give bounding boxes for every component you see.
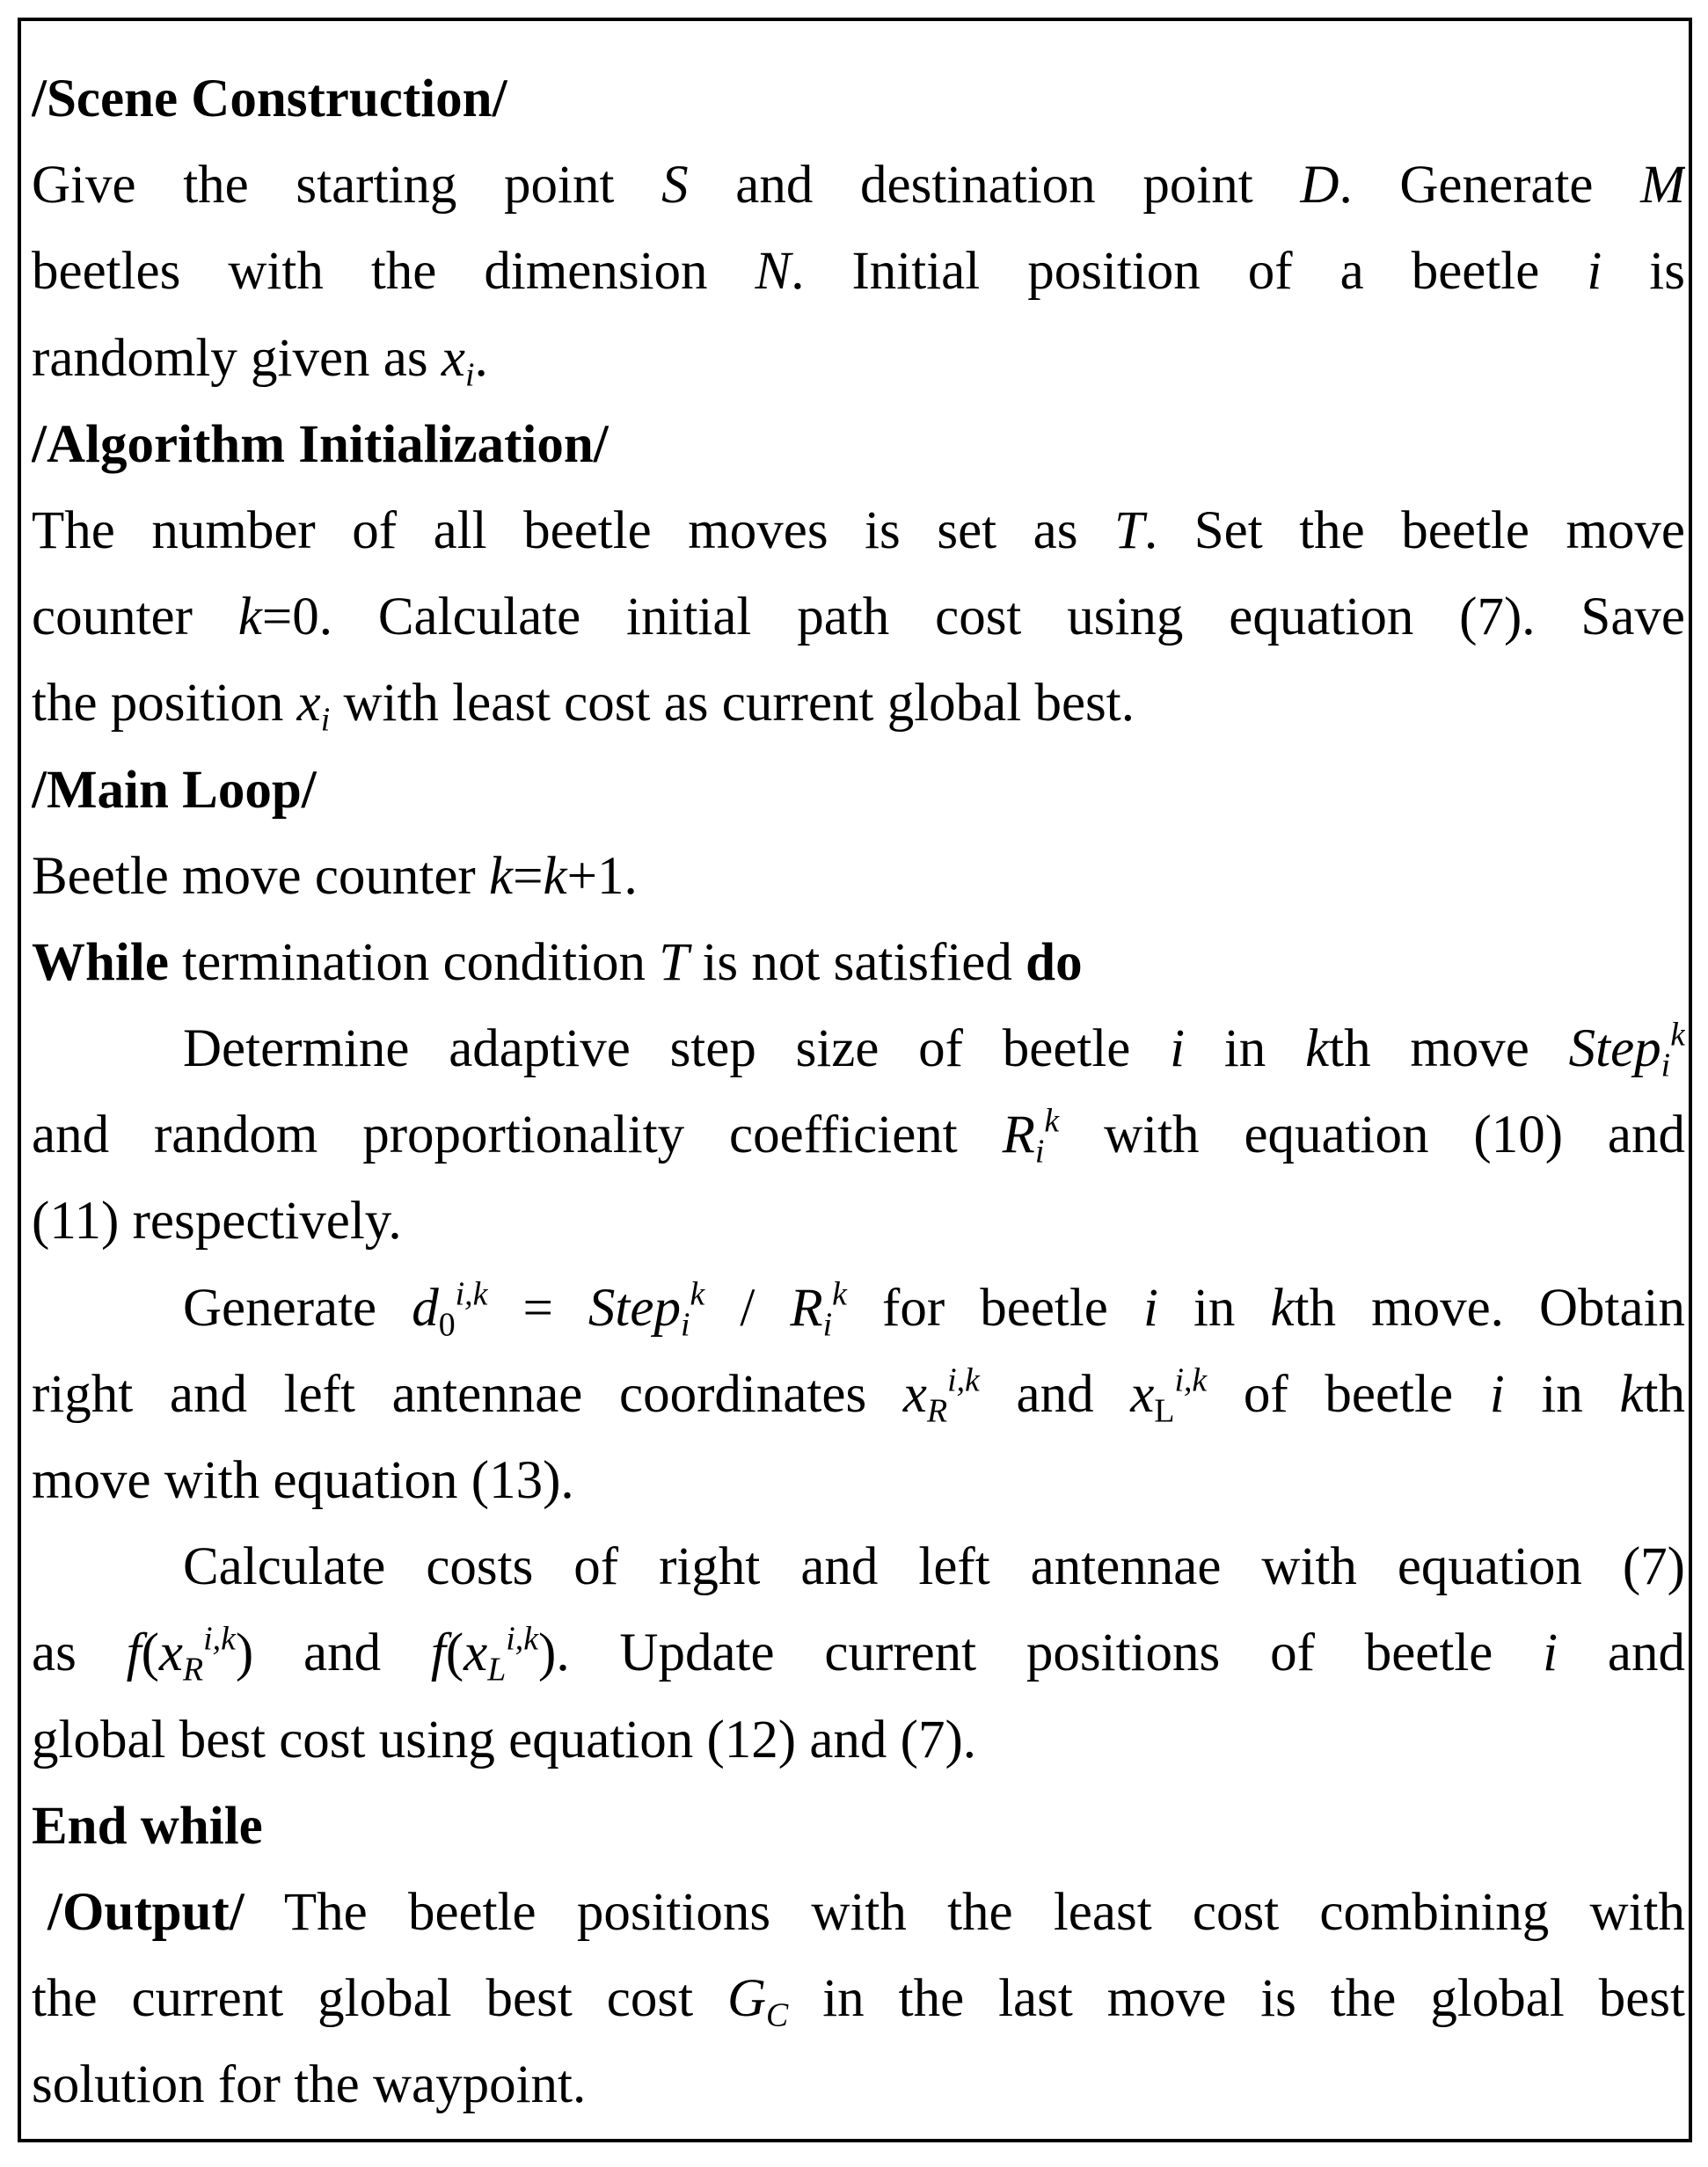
algorithm-content bbox=[32, 56, 1685, 2129]
init-line-3: the position $x_i$ with least cost as current global best. bbox=[32, 674, 1135, 739]
step2-line-2: right and left antennae coordinates $x_R^{i,k}$ and $x_L^{i,k}$ of beetle i in kth bbox=[32, 1361, 1685, 1430]
loop-counter-line: Beetle move counter k=k+1. bbox=[32, 846, 638, 906]
step1-line-1: Determine adaptive step size of beetle i in kth move Step$_i^k$ bbox=[183, 1016, 1685, 1084]
algorithm-box bbox=[18, 18, 1692, 2142]
output-line-2: the current global best cost $G_C$ in the last move is the global best bbox=[32, 1969, 1685, 2034]
init-heading: /Algorithm Initialization/ bbox=[32, 414, 609, 474]
step1-line-3: (11) respectively. bbox=[32, 1192, 402, 1251]
scene-line-3: randomly given as $x_i$. bbox=[32, 328, 488, 393]
output-heading: /Output/ bbox=[47, 1882, 245, 1942]
scene-line-2: beetles with the dimension N. Initial position of a beetle i is bbox=[32, 242, 1685, 302]
loop-heading: /Main Loop/ bbox=[32, 760, 317, 820]
step2-line-1: Generate $d_0^{i,k}$ = Step$_i^k$ / $R_i^k$ for beetle i in kth move. Obtain bbox=[183, 1275, 1685, 1343]
end-while-line: End while bbox=[32, 1796, 263, 1856]
step1-line-2: and random proportionality coefficient $R_i^k$ with equation (10) and bbox=[32, 1102, 1685, 1171]
while-line: While termination condition T is not satisfied do bbox=[32, 932, 1083, 992]
init-line-1: The number of all beetle moves is set as T. Set the beetle move bbox=[32, 500, 1685, 560]
output-line-3: solution for the waypoint. bbox=[32, 2055, 587, 2115]
scene-line-1: Give the starting point S and destination point D. Generate M bbox=[32, 156, 1685, 215]
scene-heading: /Scene Construction/ bbox=[32, 69, 507, 128]
init-line-2: counter k=0. Calculate initial path cost using equation (7). Save bbox=[32, 587, 1685, 647]
step3-line-2: as $f(x_R^{i,k})$ and $f(x_L^{i,k})$. Update current positions of beetle i and bbox=[32, 1620, 1685, 1689]
output-line-1: /Output/ The beetle positions with the least cost combining with bbox=[47, 1882, 1685, 1942]
step2-line-3: move with equation (13). bbox=[32, 1451, 574, 1510]
step3-line-3: global best cost using equation (12) and (7). bbox=[32, 1710, 977, 1769]
step3-line-1: Calculate costs of right and left antennae with equation (7) bbox=[183, 1537, 1685, 1597]
